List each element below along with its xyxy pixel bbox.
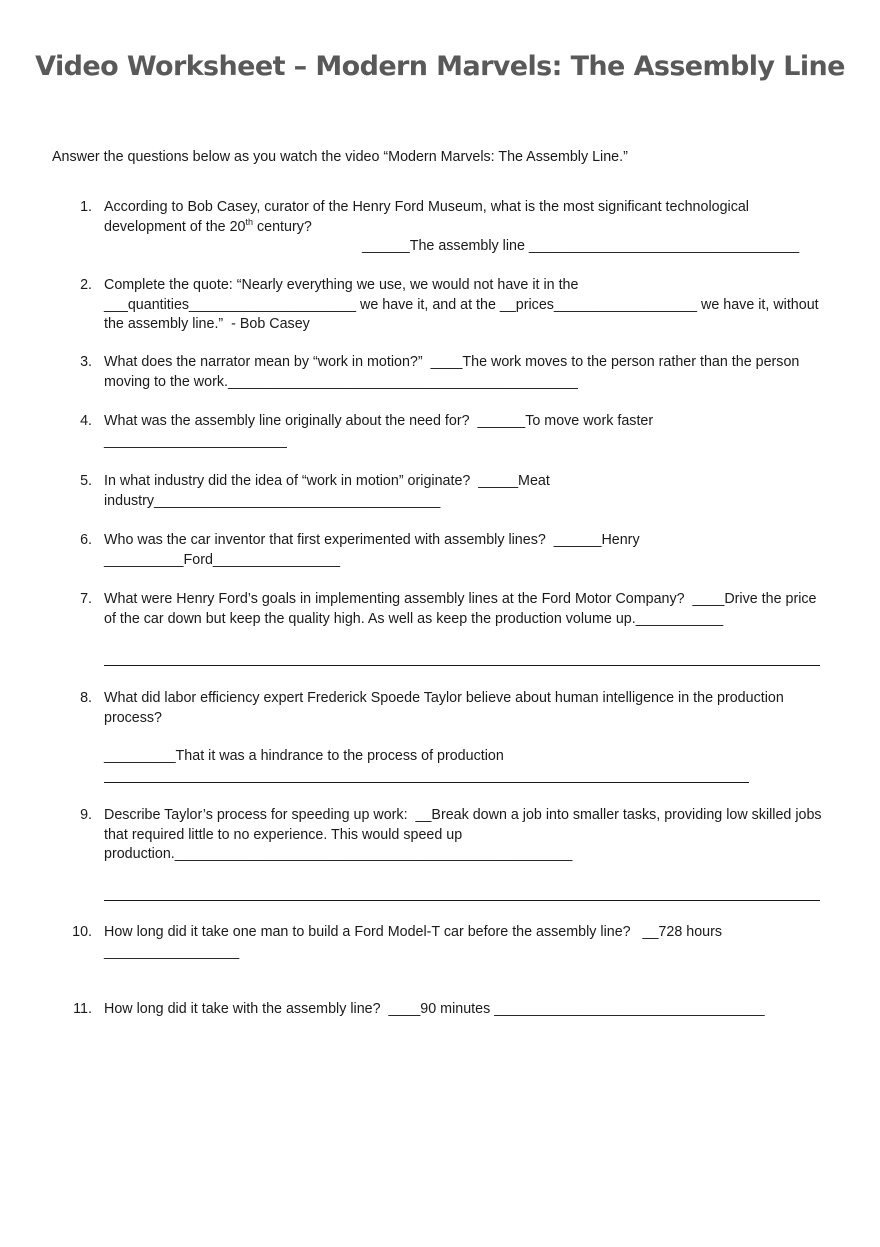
question-number: 9.	[80, 807, 92, 823]
answer-text[interactable]: of the car down but keep the quality high. As well as keep the production volume up.___________	[104, 610, 724, 627]
question-text: Describe Taylor’s process for speeding up work: __Break down a job into smaller tasks, providing low skilled jobs	[104, 807, 822, 823]
question-number: 11.	[73, 1001, 92, 1017]
question-text-cont: development of the 20th century?	[104, 216, 312, 235]
answer-line[interactable]	[104, 900, 820, 901]
question-text: What was the assembly line originally about the need for? ______To move work faster	[104, 413, 654, 429]
answer-text[interactable]: __________Ford________________	[104, 551, 341, 568]
question-text: What were Henry Ford’s goals in implementing assembly lines at the Ford Motor Company? ____Drive the price	[104, 591, 817, 607]
answer-text[interactable]: ______The assembly line __________________________________	[362, 238, 800, 254]
answer-text[interactable]: _________That it was a hindrance to the process of production	[104, 748, 504, 764]
question-number: 4.	[80, 413, 92, 429]
question-text: What did labor efficiency expert Frederick Spoede Taylor believe about human intelligence in the production	[104, 690, 784, 706]
question-text: How long did it take with the assembly line? ____90 minutes __________________________________	[104, 1001, 765, 1017]
question-number: 3.	[80, 354, 92, 370]
answer-text[interactable]: ___quantities_____________________ we have it, and at the __prices__________________ we have it, without	[104, 296, 819, 313]
question-text: Complete the quote: “Nearly everything we use, we would not have it in the	[104, 277, 579, 293]
question-number: 7.	[80, 591, 92, 607]
answer-text[interactable]: industry____________________________________	[104, 492, 441, 509]
question-number: 6.	[80, 532, 92, 548]
question-number: 2.	[80, 277, 92, 293]
question-number: 8.	[80, 690, 92, 706]
answer-text[interactable]: moving to the work.____________________________________________	[104, 373, 578, 390]
question-text: Who was the car inventor that first experimented with assembly lines? ______Henry	[104, 532, 640, 548]
question-text: According to Bob Casey, curator of the Henry Ford Museum, what is the most significant technological	[104, 199, 749, 215]
worksheet-title: Video Worksheet – Modern Marvels: The Assembly Line	[35, 51, 845, 82]
answer-blank[interactable]: _________________	[104, 943, 240, 960]
question-text: How long did it take one man to build a Ford Model-T car before the assembly line? __728 hours	[104, 924, 723, 940]
answer-text[interactable]: that required little to no experience. This would speed up	[104, 826, 463, 843]
question-text: In what industry did the idea of “work in motion” originate? _____Meat	[104, 473, 550, 489]
quote-attribution: the assembly line.” - Bob Casey	[104, 316, 310, 332]
answer-line[interactable]	[104, 782, 749, 783]
answer-text-cont[interactable]: production.__________________________________________________	[104, 846, 573, 862]
question-text: What does the narrator mean by “work in motion?” ____The work moves to the person rather than the person	[104, 354, 800, 370]
question-number: 1.	[80, 199, 92, 215]
answer-blank[interactable]: _______________________	[104, 432, 287, 449]
question-number: 5.	[80, 473, 92, 489]
instructions: Answer the questions below as you watch the video “Modern Marvels: The Assembly Line.”	[52, 149, 628, 165]
answer-line[interactable]	[104, 665, 820, 666]
question-text-cont: process?	[104, 709, 163, 726]
question-number: 10.	[72, 924, 92, 940]
